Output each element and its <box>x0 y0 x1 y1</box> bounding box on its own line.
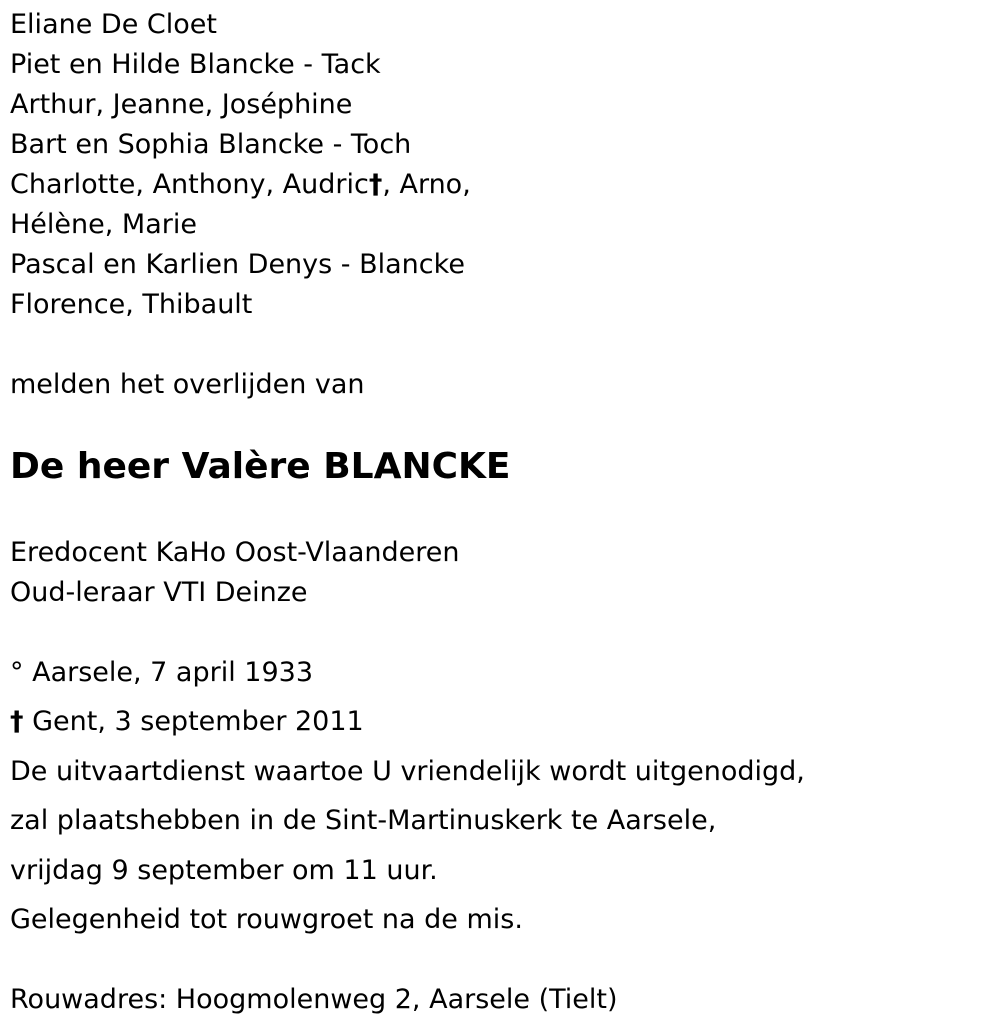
family-line: Piet en Hilde Blancke - Tack <box>10 49 381 80</box>
death-text: Gent, 3 september 2011 <box>32 706 364 737</box>
cross-icon: † <box>368 169 383 200</box>
family-line: Florence, Thibault <box>10 289 253 320</box>
family-line: Eliane De Cloet <box>10 9 217 40</box>
cross-icon: † <box>10 706 24 737</box>
family-line: Arthur, Jeanne, Joséphine <box>10 89 353 120</box>
family-line-text: Charlotte, Anthony, Audric <box>10 169 369 200</box>
title-line: Oud-leraar VTI Deinze <box>10 577 308 608</box>
service-line: vrijdag 9 september om 11 uur. <box>10 855 438 886</box>
family-line: Pascal en Karlien Denys - Blancke <box>10 249 465 280</box>
service-line: Gelegenheid tot rouwgroet na de mis. <box>10 904 523 935</box>
birth-text: Aarsele, 7 april 1933 <box>32 657 314 688</box>
death-line <box>10 702 364 742</box>
announcement-text: melden het overlijden van <box>10 369 365 400</box>
service-line: zal plaatshebben in de Sint-Martinuskerk te Aarsele, <box>10 805 717 836</box>
family-line-suffix: , Arno, <box>382 169 471 200</box>
family-line: Hélène, Marie <box>10 209 197 240</box>
mourning-address: Rouwadres: Hoogmolenweg 2, Aarsele (Tielt) <box>10 984 618 1015</box>
birth-line <box>10 653 313 693</box>
birth-symbol-icon: ° <box>10 657 24 688</box>
title-line: Eredocent KaHo Oost-Vlaanderen <box>10 537 460 568</box>
service-line: De uitvaartdienst waartoe U vriendelijk wordt uitgenodigd, <box>10 756 805 787</box>
deceased-name: De heer Valère BLANCKE <box>10 446 511 487</box>
family-line: Bart en Sophia Blancke - Toch <box>10 129 412 160</box>
family-line <box>10 165 471 205</box>
